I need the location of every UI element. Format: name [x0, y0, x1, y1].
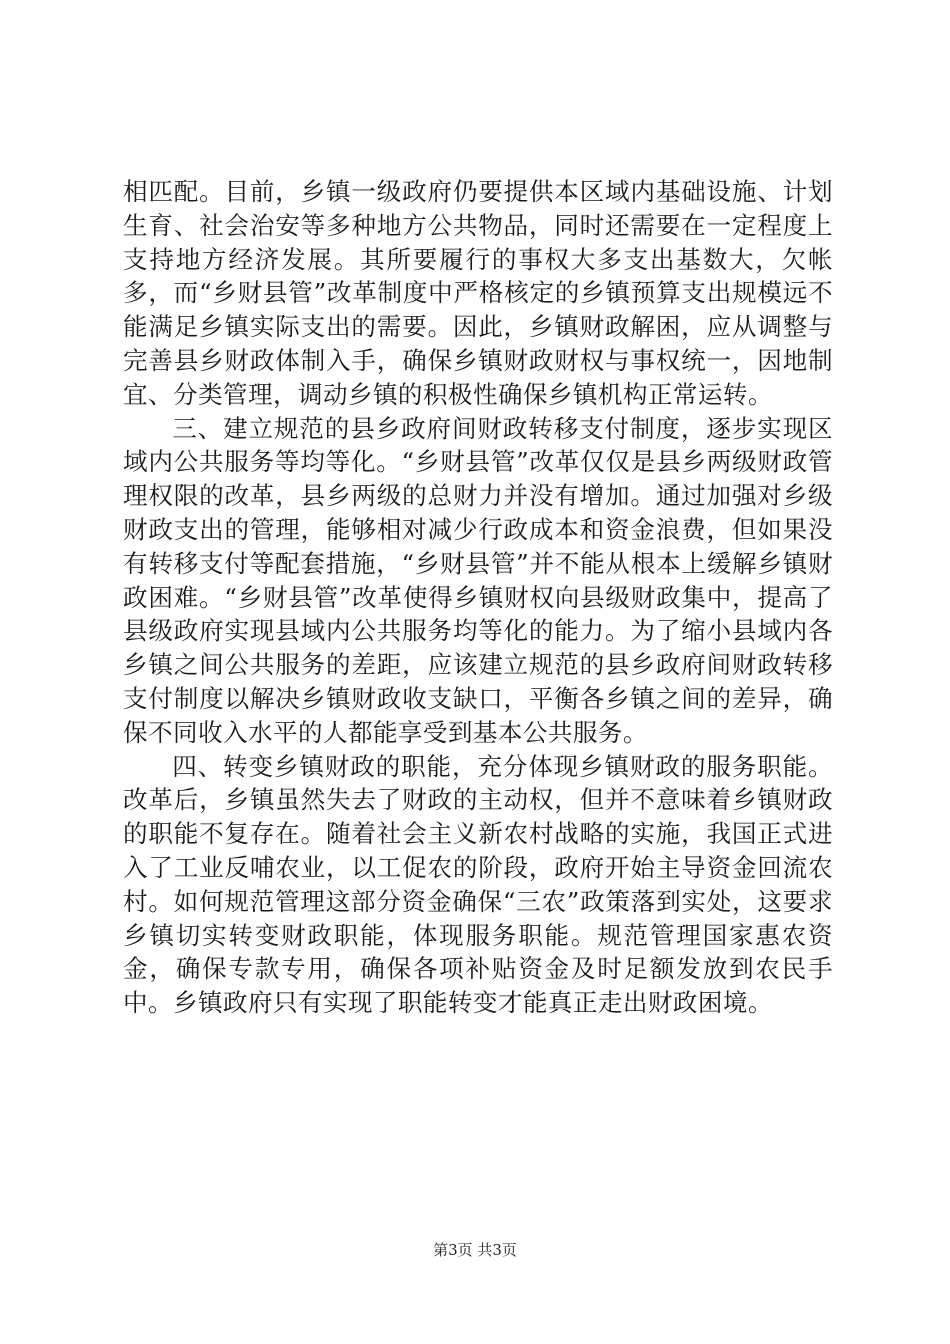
document-body [123, 175, 833, 1020]
paragraph-section-four: 四、转变乡镇财政的职能，充分体现乡镇财政的服务职能。改革后，乡镇虽然失去了财政的主动权，但并不意味着乡镇财政的职能不复存在。随着社会主义新农村战略的实施，我国正式进入了工业反哺农业，以工促农的阶段，政府开始主导资金回流农村。如何规范管理这部分资金确保“三农”政策落到实处，这要求乡镇切实转变财政职能，体现服务职能。规范管理国家惠农资金，确保专款专用，确保各项补贴资金及时足额发放到农民手中。乡镇政府只有实现了职能转变才能真正走出财政困境。 [123, 751, 833, 1018]
page-footer [0, 1240, 950, 1260]
paragraph-section-three: 三、建立规范的县乡政府间财政转移支付制度，逐步实现区域内公共服务等均等化。“乡财县管”改革仅仅是县乡两级财政管理权限的改革，县乡两级的总财力并没有增加。通过加强对乡级财政支出的管理，能够相对减少行政成本和资金浪费，但如果没有转移支付等配套措施，“乡财县管”并不能从根本上缓解乡镇财政困难。“乡财县管”改革使得乡镇财权向县级财政集中，提高了县级政府实现县域内公共服务均等化的能力。为了缩小县域内各乡镇之间公共服务的差距，应该建立规范的县乡政府间财政转移支付制度以解决乡镇财政收支缺口，平衡各乡镇之间的差异，确保不同收入水平的人都能享受到基本公共服务。 [123, 413, 833, 747]
paragraph-continuation: 相匹配。目前，乡镇一级政府仍要提供本区域内基础设施、计划生育、社会治安等多种地方公共物品，同时还需要在一定程度上支持地方经济发展。其所要履行的事权大多支出基数大，欠帐多，而“乡财县管”改革制度中严格核定的乡镇预算支出规模远不能满足乡镇实际支出的需要。因此，乡镇财政解困，应从调整与完善县乡财政体制入手，确保乡镇财政财权与事权统一，因地制宜、分类管理，调动乡镇的积极性确保乡镇机构正常运转。 [123, 177, 833, 409]
page-number: 第3页 共3页 [433, 1241, 517, 1259]
